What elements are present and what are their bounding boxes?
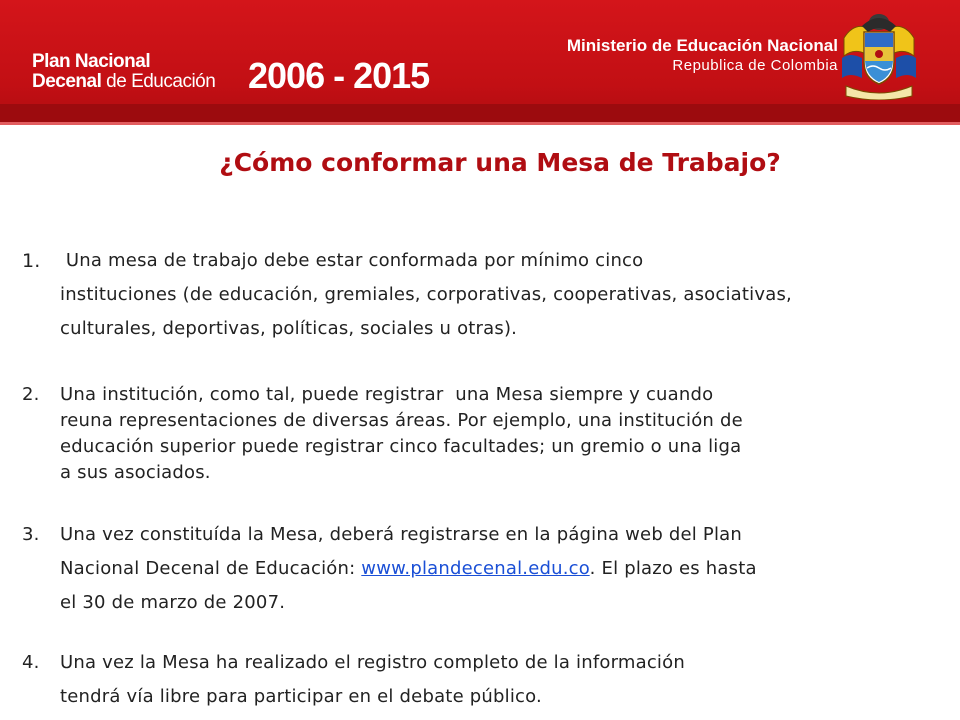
item-2-text [60,382,743,486]
item-3-text [60,518,757,620]
plandecenal-link[interactable]: www.plandecenal.edu.co [361,558,590,579]
item-4-text [60,646,685,714]
plan-line-1: Plan Nacional [32,51,151,72]
ministry-name: Ministerio de Educación Nacional [566,36,838,55]
plan-line-2-rest: de Educación [101,71,216,92]
item-1-line-3: culturales, deportivas, políticas, sociales u otras). [60,318,518,339]
item-4-number: 4. [22,652,40,673]
item-3-line-2-after: . El plazo es hasta [589,558,757,579]
ministry-block [567,36,838,76]
item-3-line-3: el 30 de marzo de 2007. [60,592,286,613]
item-2-line-2: reuna representaciones de diversas áreas. Por ejemplo, una institución de [60,410,743,431]
item-3-line-2 [60,552,757,586]
item-3-number: 3. [22,524,40,545]
item-2-line-3: educación superior puede registrar cinco facultades; un gremio o una liga [60,436,742,457]
item-2-line-1: Una institución, como tal, puede registrar una Mesa siempre y cuando [60,384,714,405]
item-3-line-2-before: Nacional Decenal de Educación: [60,558,362,579]
header-shadow [0,104,960,122]
item-3-line-1: Una vez constituída la Mesa, deberá registrarse en la página web del Plan [60,524,742,545]
plan-logo-text [32,52,215,92]
item-2-line-4: a sus asociados. [60,462,211,483]
item-1-number: 1. [22,250,41,272]
plan-line-2 [32,72,215,92]
plan-line-2-bold: Decenal [32,71,102,92]
item-1-line-2: instituciones (de educación, gremiales, corporativas, cooperativas, asociativas, [60,284,792,305]
header-divider [0,122,960,125]
item-2-number: 2. [22,384,40,405]
colombia-coat-of-arms-icon [840,8,918,100]
plan-years: 2006 - 2015 [248,55,430,96]
slide-title: ¿Cómo conformar una Mesa de Trabajo? [219,148,781,177]
item-1-line-1: Una mesa de trabajo debe estar conformada por mínimo cinco [60,250,644,271]
item-1-text [60,244,792,346]
item-4-line-1: Una vez la Mesa ha realizado el registro completo de la información [60,652,685,673]
ministry-country: Republica de Colombia [672,57,838,74]
item-4-line-2: tendrá vía libre para participar en el debate público. [60,686,542,707]
